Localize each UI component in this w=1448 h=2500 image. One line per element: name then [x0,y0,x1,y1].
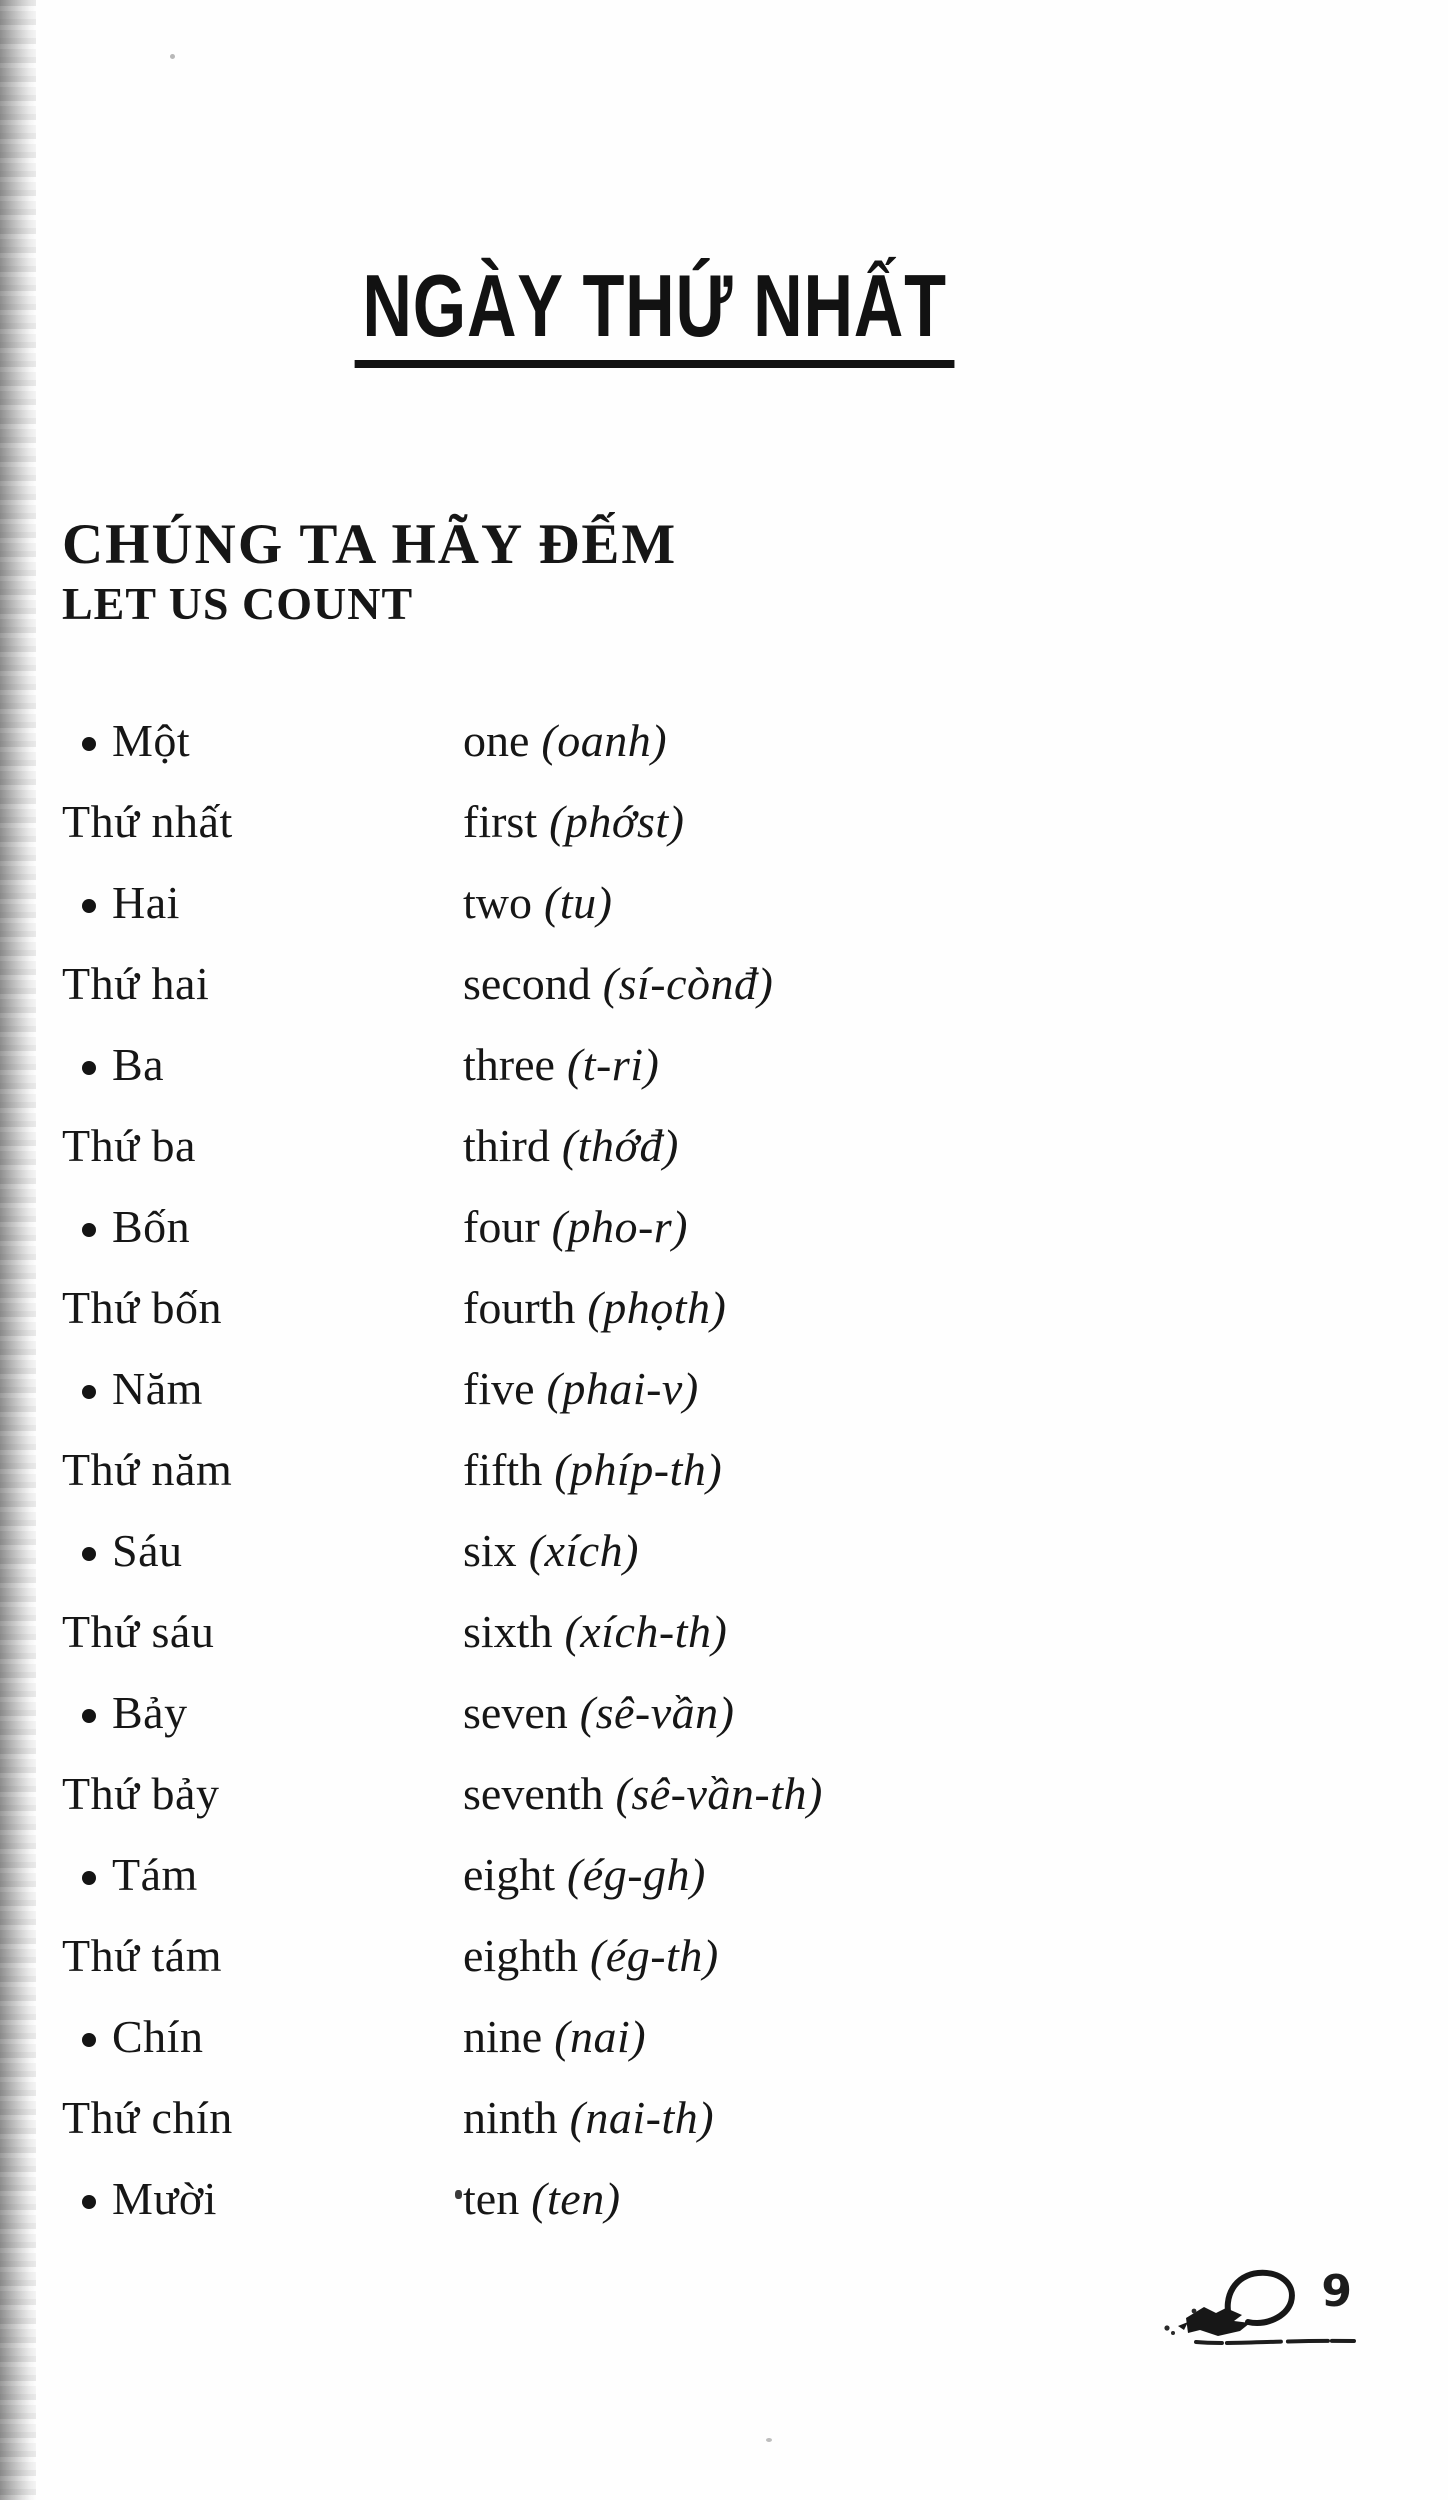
vietnamese-word: Thứ tám [62,1930,223,1981]
vietnamese-word: Một [112,715,191,766]
pronunciation: (pho-r) [551,1201,688,1252]
vocab-row [62,1753,1222,1834]
bullet-icon [82,899,96,913]
vietnamese-word: Ba [112,1039,165,1090]
vocab-row [62,1834,1222,1915]
vietnamese-cell [62,876,463,929]
vocab-row [62,943,1222,1024]
english-word: five [463,1363,535,1414]
vietnamese-cell [62,1524,463,1577]
english-cell [463,2091,714,2144]
vocab-row [62,2158,1222,2239]
vietnamese-word: Bảy [112,1687,188,1738]
scan-speck [455,2190,462,2199]
english-word: fifth [463,1444,543,1495]
vietnamese-cell [62,1929,463,1982]
pronunciation: (phớst) [549,796,685,847]
vocab-row [62,1591,1222,1672]
english-word: sixth [463,1606,553,1657]
vietnamese-word: Thứ năm [62,1444,233,1495]
pronunciation: (ég-gh) [566,1849,706,1900]
vocab-row [62,1510,1222,1591]
bullet-icon [82,2195,96,2209]
vietnamese-cell [62,714,463,767]
vietnamese-cell [62,1848,463,1901]
english-word: ninth [463,2092,558,2143]
bullet-icon [82,1061,96,1075]
english-cell [463,1200,688,1253]
vocab-row [62,781,1222,862]
vocab-row [62,700,1222,781]
vietnamese-cell [62,795,463,848]
section-heading-vietnamese: CHÚNG TA HÃY ĐẾM [62,513,678,576]
english-cell [463,795,684,848]
vietnamese-word: Mười [112,2173,217,2224]
vocab-row [62,1348,1222,1429]
pronunciation: (phọth) [587,1282,727,1333]
vietnamese-word: Bốn [112,1201,191,1252]
english-cell [463,1443,722,1496]
english-cell [463,1686,734,1739]
english-word: nine [463,2011,543,2062]
english-word: ten [463,2173,520,2224]
vietnamese-word: Thứ hai [62,958,210,1009]
english-cell [463,1119,679,1172]
english-word: seven [463,1687,568,1738]
vocab-row [62,1429,1222,1510]
bullet-icon [82,1547,96,1561]
vietnamese-word: Thứ bốn [62,1282,223,1333]
pronunciation: (t-ri) [566,1039,660,1090]
english-cell [463,1848,706,1901]
english-word: third [463,1120,550,1171]
pronunciation: (nai) [554,2011,647,2062]
vocab-row [62,1186,1222,1267]
vocab-row [62,862,1222,943]
section-heading [62,514,677,628]
english-cell [463,957,773,1010]
english-cell [463,876,612,929]
pronunciation: (nai-th) [569,2092,715,2143]
page-title: NGÀY THỨ NHẤT [355,262,955,368]
section-heading-english: LET US COUNT [62,577,414,629]
vietnamese-word: Thứ nhất [62,796,233,847]
pronunciation: (phai-v) [546,1363,699,1414]
pronunciation: (xích) [528,1525,639,1576]
vietnamese-cell [62,1362,463,1415]
page-footer [1158,2262,1358,2357]
pronunciation: (xích-th) [564,1606,728,1657]
vietnamese-cell [62,2010,463,2063]
book-edge-shadow [0,0,36,2500]
pronunciation: (ég-th) [589,1930,719,1981]
pronunciation: (oanh) [541,715,668,766]
vietnamese-cell [62,1119,463,1172]
vietnamese-word: Thứ bảy [62,1768,220,1819]
vietnamese-cell [62,1200,463,1253]
pronunciation: (sí-cònđ) [602,958,774,1009]
vocab-row [62,1267,1222,1348]
vocab-row [62,1105,1222,1186]
english-word: first [463,796,538,847]
vietnamese-word: Thứ ba [62,1120,196,1171]
english-word: two [463,877,532,928]
bullet-icon [82,1385,96,1399]
english-cell [463,714,667,767]
pronunciation: (ten) [531,2173,621,2224]
pronunciation: (sê-vần-th) [615,1768,823,1819]
bullet-icon [82,1223,96,1237]
bullet-icon [82,2033,96,2047]
english-cell [463,2172,621,2225]
english-cell [463,1929,719,1982]
bullet-icon [82,1709,96,1723]
english-word: three [463,1039,555,1090]
vocab-row [62,1024,1222,1105]
vocab-row [62,1672,1222,1753]
pronunciation: (tu) [544,877,613,928]
vietnamese-word: Sáu [112,1525,183,1576]
english-word: six [463,1525,517,1576]
vietnamese-cell [62,1686,463,1739]
vietnamese-word: Thứ sáu [62,1606,215,1657]
english-word: second [463,958,591,1009]
vocab-row [62,1915,1222,1996]
vietnamese-cell [62,2091,463,2144]
vocab-row [62,1996,1222,2077]
english-cell [463,1605,727,1658]
page-number: 9 [1321,2266,1352,2317]
vietnamese-cell [62,1605,463,1658]
english-cell [463,1281,726,1334]
bullet-icon [82,1871,96,1885]
english-word: one [463,715,530,766]
vietnamese-cell [62,2172,463,2225]
title-block [0,256,1310,368]
vietnamese-cell [62,957,463,1010]
english-word: eight [463,1849,555,1900]
vietnamese-word: Thứ chín [62,2092,233,2143]
english-cell [463,2010,646,2063]
english-word: fourth [463,1282,576,1333]
vietnamese-cell [62,1767,463,1820]
pronunciation: (phíp-th) [554,1444,723,1495]
english-word: seventh [463,1768,604,1819]
english-word: four [463,1201,540,1252]
vietnamese-cell [62,1443,463,1496]
scan-speck [170,54,175,59]
vocab-list [62,700,1222,2239]
english-cell [463,1362,699,1415]
bullet-icon [82,737,96,751]
vietnamese-word: Chín [112,2011,204,2062]
english-word: eighth [463,1930,578,1981]
vietnamese-cell [62,1281,463,1334]
english-cell [463,1038,659,1091]
english-cell [463,1767,823,1820]
scan-speck [766,2438,772,2442]
vocab-row [62,2077,1222,2158]
vietnamese-word: Tám [112,1849,198,1900]
english-cell [463,1524,639,1577]
vietnamese-word: Năm [112,1363,203,1414]
vietnamese-cell [62,1038,463,1091]
vietnamese-word: Hai [112,877,180,928]
pronunciation: (thớđ) [561,1120,679,1171]
pronunciation: (sê-vần) [579,1687,735,1738]
